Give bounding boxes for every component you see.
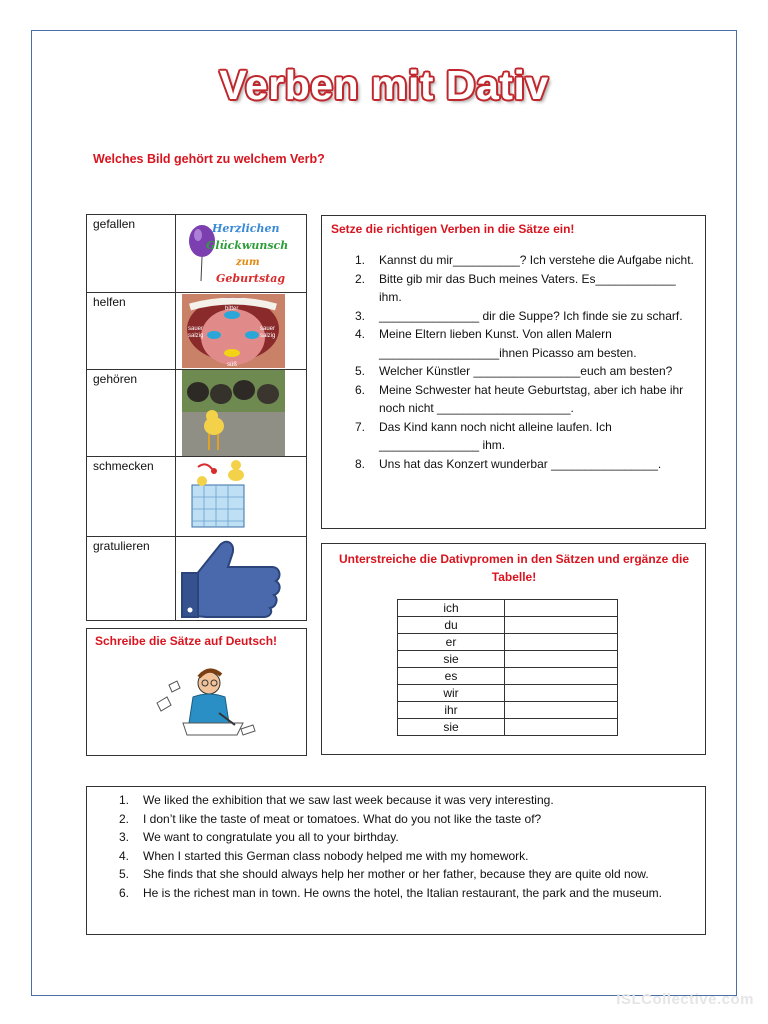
list-item bbox=[119, 884, 699, 903]
sentence-text: Kannst du mir__________? Ich verstehe die Aufgabe nicht. bbox=[379, 253, 694, 267]
sentence-text: Meine Eltern lieben Kunst. Von allen Malern __________________ihnen Picasso am besten. bbox=[379, 327, 637, 360]
pronoun-cell: sie bbox=[398, 651, 505, 668]
exercise-heading: Schreibe die Sätze auf Deutsch! bbox=[95, 634, 278, 648]
sentence-text: We liked the exhibition that we saw last week because it was very interesting. bbox=[143, 793, 554, 807]
table-row bbox=[398, 617, 618, 634]
sentence-list bbox=[355, 251, 695, 473]
sentence-list bbox=[119, 791, 699, 902]
sentence-text: When I started this German class nobody helped me with my homework. bbox=[143, 848, 529, 863]
pronoun-cell: sie bbox=[398, 719, 505, 736]
duck-rescue-cartoon-icon bbox=[176, 457, 307, 537]
verb-label: gehören bbox=[87, 370, 176, 457]
sentence-text: Welcher Künstler ________________euch am besten? bbox=[379, 364, 673, 378]
list-item bbox=[355, 362, 695, 381]
sentence-text: He is the richest man in town. He owns the hotel, the Italian restaurant, the park and the museum. bbox=[143, 885, 662, 900]
greeting-text-3: zum bbox=[236, 257, 260, 268]
pronoun-cell: ich bbox=[398, 600, 505, 617]
taste-label: süß bbox=[227, 362, 238, 368]
list-item bbox=[119, 810, 699, 829]
table-row bbox=[87, 457, 307, 537]
list-item bbox=[355, 251, 695, 270]
item-number: 4. bbox=[355, 327, 366, 341]
verb-label: helfen bbox=[87, 293, 176, 370]
pronoun-cell: ihr bbox=[398, 702, 505, 719]
verb-image-table bbox=[86, 214, 307, 621]
item-number: 1. bbox=[355, 253, 366, 267]
taste-label: sauer bbox=[188, 326, 204, 332]
answer-cell[interactable] bbox=[505, 651, 618, 668]
table-row bbox=[398, 651, 618, 668]
dative-pronoun-exercise bbox=[321, 543, 706, 755]
item-number: 2. bbox=[355, 271, 366, 286]
sentence-text: She finds that she should always help her mother or her father, because they are quite old now. bbox=[143, 867, 649, 881]
taste-label: salzig bbox=[188, 333, 204, 339]
birthday-greeting-icon bbox=[176, 215, 307, 293]
ducklings-photo-icon bbox=[176, 370, 307, 457]
pronoun-cell: es bbox=[398, 668, 505, 685]
sentence-text: We want to congratulate you all to your birthday. bbox=[143, 830, 399, 844]
verb-label: schmecken bbox=[87, 457, 176, 537]
sentence-text: Bitte gib mir das Buch meines Vaters. Es____________ ihm. bbox=[379, 271, 676, 304]
item-number: 1. bbox=[119, 793, 130, 807]
item-number: 2. bbox=[119, 811, 130, 826]
stressed-writer-cartoon-icon bbox=[153, 663, 263, 743]
answer-cell[interactable] bbox=[505, 617, 618, 634]
list-item bbox=[355, 418, 695, 455]
table-row bbox=[398, 719, 618, 736]
table-row bbox=[398, 685, 618, 702]
verb-label: gefallen bbox=[87, 215, 176, 293]
table-row bbox=[398, 634, 618, 651]
list-item bbox=[119, 865, 699, 884]
sentence-text: _______________ dir die Suppe? Ich finde sie zu scharf. bbox=[379, 308, 683, 323]
watermark: ISLCollective.com bbox=[616, 991, 754, 1008]
sentence-text: Meine Schwester hat heute Geburtstag, aber ich habe ihr noch nicht ____________________. bbox=[379, 382, 684, 415]
list-item bbox=[355, 381, 695, 418]
taste-label: salzig bbox=[260, 333, 276, 339]
page-title: Verben mit Dativ bbox=[219, 62, 549, 108]
table-row bbox=[398, 702, 618, 719]
table-row bbox=[87, 537, 307, 621]
item-number: 5. bbox=[119, 867, 130, 881]
pronoun-table bbox=[397, 599, 618, 736]
item-number: 7. bbox=[355, 419, 366, 434]
thumbs-up-icon bbox=[176, 537, 307, 621]
verb-label: gratulieren bbox=[87, 537, 176, 621]
sentence-text: I don’t like the taste of meat or tomatoes. What do you not like the taste of? bbox=[143, 811, 542, 826]
answer-cell[interactable] bbox=[505, 600, 618, 617]
translation-exercise-header bbox=[86, 628, 307, 756]
item-number: 3. bbox=[119, 830, 130, 844]
table-row bbox=[87, 293, 307, 370]
list-item bbox=[119, 847, 699, 866]
sentence-text: Das Kind kann noch nicht alleine laufen. Ich _______________ ihm. bbox=[379, 419, 612, 452]
exercise-heading: Unterstreiche die Dativpromen in den Sätzen und ergänze die Tabelle! bbox=[338, 552, 690, 584]
item-number: 6. bbox=[355, 382, 366, 397]
list-item bbox=[355, 307, 695, 326]
answer-cell[interactable] bbox=[505, 685, 618, 702]
pronoun-cell: er bbox=[398, 634, 505, 651]
list-item bbox=[119, 791, 699, 810]
tongue-taste-zones-icon bbox=[176, 293, 307, 370]
table-row bbox=[87, 215, 307, 293]
list-item bbox=[355, 325, 695, 362]
sentence-text: Uns hat das Konzert wunderbar ________________. bbox=[379, 456, 662, 471]
item-number: 5. bbox=[355, 364, 366, 378]
taste-label: bitter bbox=[225, 306, 239, 312]
answer-cell[interactable] bbox=[505, 634, 618, 651]
fill-in-verbs-exercise bbox=[321, 215, 706, 529]
table-row bbox=[87, 370, 307, 457]
taste-label: sauer bbox=[260, 326, 276, 332]
greeting-text-1: Herzlichen bbox=[212, 222, 280, 235]
answer-cell[interactable] bbox=[505, 668, 618, 685]
answer-cell[interactable] bbox=[505, 719, 618, 736]
table-row bbox=[398, 600, 618, 617]
answer-cell[interactable] bbox=[505, 702, 618, 719]
exercise-heading: Setze die richtigen Verben in die Sätze ein! bbox=[331, 222, 575, 236]
item-number: 8. bbox=[355, 456, 366, 471]
greeting-text-4: Geburtstag bbox=[216, 272, 286, 285]
greeting-text-2: Glückwunsch bbox=[206, 239, 289, 252]
translation-sentences-box bbox=[86, 786, 706, 935]
list-item bbox=[355, 455, 695, 474]
matching-instruction: Welches Bild gehört zu welchem Verb? bbox=[93, 152, 325, 166]
list-item bbox=[119, 828, 699, 847]
list-item bbox=[355, 270, 695, 307]
item-number: 4. bbox=[119, 848, 130, 863]
pronoun-cell: wir bbox=[398, 685, 505, 702]
table-row bbox=[398, 668, 618, 685]
pronoun-cell: du bbox=[398, 617, 505, 634]
item-number: 3. bbox=[355, 308, 366, 323]
item-number: 6. bbox=[119, 885, 130, 900]
